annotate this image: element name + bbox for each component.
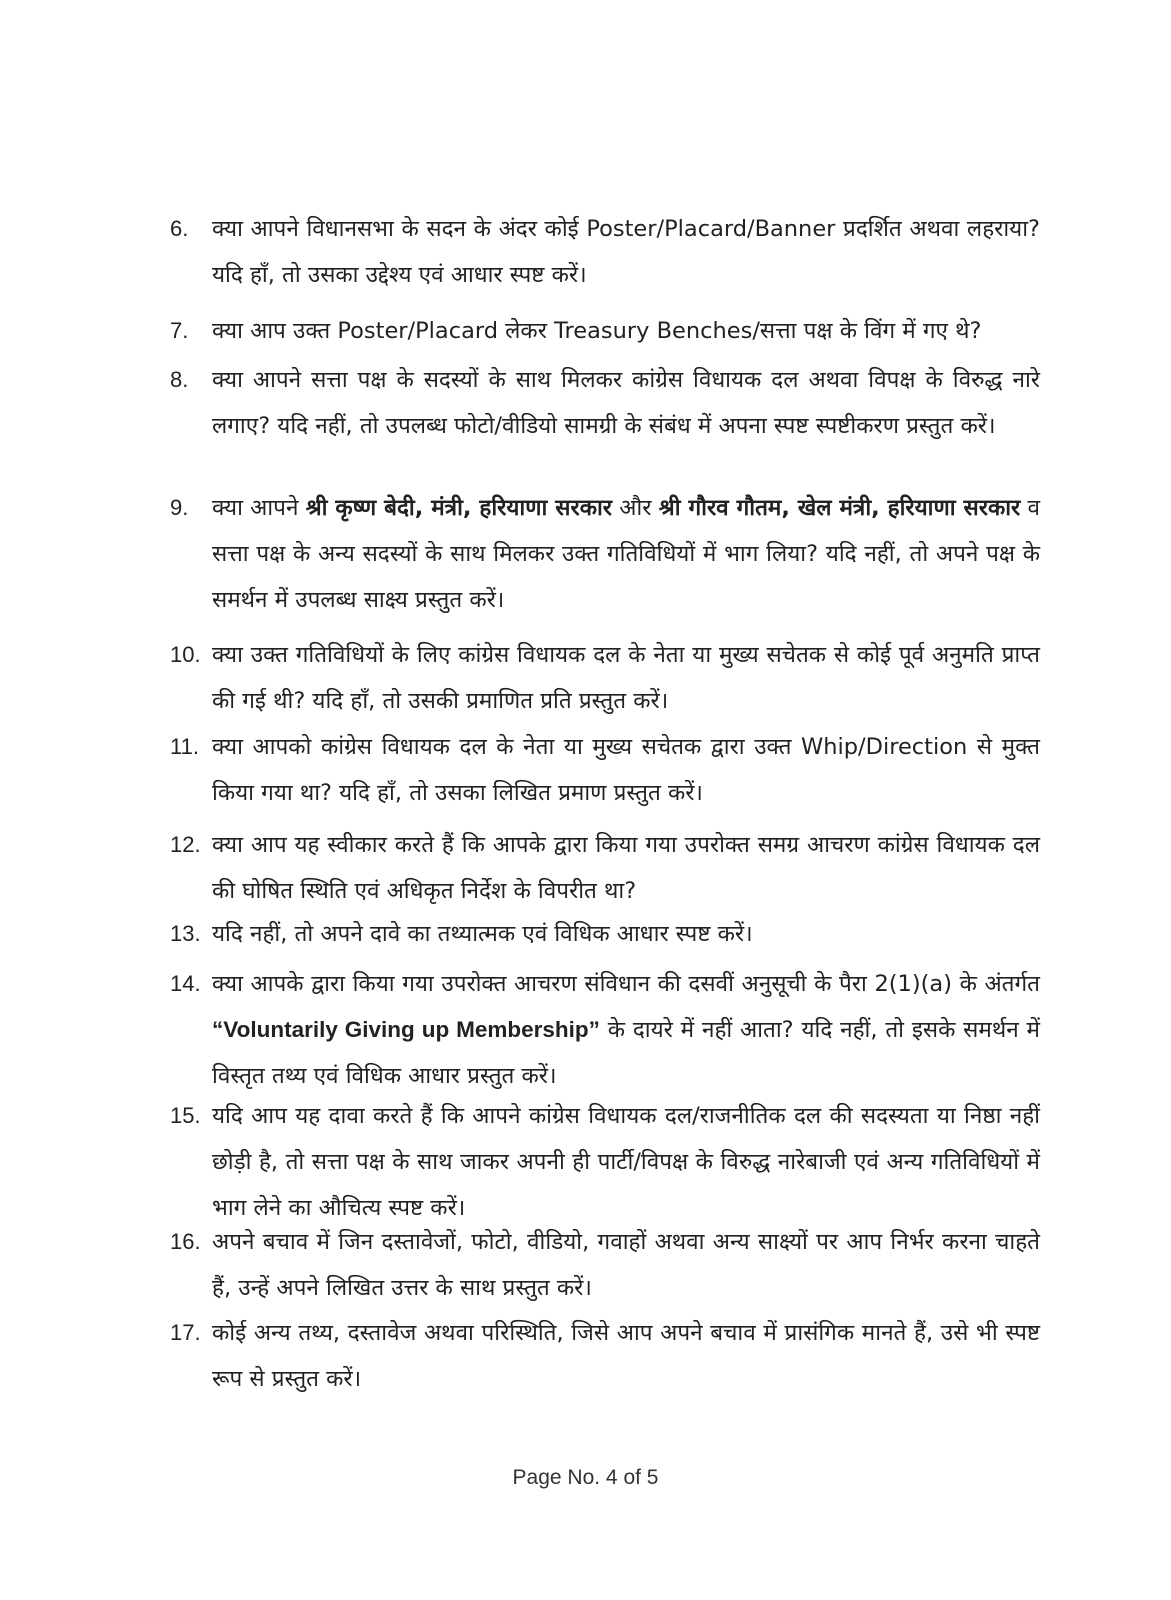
question-8 [170, 357, 1040, 449]
question-text-part: क्या आपके द्वारा किया गया उपरोक्त आचरण संविधान की दसवीं अनुसूची के पैरा 2(1)(a) के अंतर्गत [212, 971, 1040, 997]
question-text-part: क्या आपने [212, 495, 299, 521]
question-text [212, 961, 1040, 1099]
question-13 [170, 911, 1040, 957]
question-text: कोई अन्य तथ्य, दस्तावेज अथवा परिस्थिति, जिसे आप अपने बचाव में प्रासंगिक मानते हैं, उसे भी स्पष्ट रूप से प्रस्तुत करें। [212, 1320, 1040, 1392]
question-text [212, 485, 1040, 623]
question-number: 14. [170, 971, 201, 996]
question-text: क्या आपने विधानसभा के सदन के अंदर कोई Poster/Placard/Banner प्रदर्शित अथवा लहराया? यदि हाँ, तो उसका उद्देश्य एवं आधार स्पष्ट करें। [212, 216, 1040, 288]
question-number: 17. [170, 1320, 201, 1345]
question-number: 11. [170, 734, 199, 759]
question-12 [170, 822, 1040, 914]
question-number: 16. [170, 1229, 201, 1254]
question-number: 8. [170, 367, 189, 392]
question-number: 10. [170, 642, 201, 667]
page-number-footer: Page No. 4 of 5 [512, 1466, 659, 1489]
question-text: क्या आपको कांग्रेस विधायक दल के नेता या मुख्य सचेतक द्वारा उक्त Whip/Direction से मुक्त किया गया था? यदि हाँ, तो उसका लिखित प्रमाण प्रस्तुत करें। [212, 734, 1040, 806]
question-text: यदि नहीं, तो अपने दावे का तथ्यात्मक एवं विधिक आधार स्पष्ट करें। [212, 921, 753, 947]
question-text-part: और [619, 495, 652, 521]
question-text: यदि आप यह दावा करते हैं कि आपने कांग्रेस विधायक दल/राजनीतिक दल की सदस्यता या निष्ठा नहीं छोड़ी है, तो सत्ता पक्ष के साथ जाकर अपनी ही पार्टी/विपक्ष के विरुद्ध नारेबाजी एवं अन्य गतिविधियों में भाग लेने का औचित्य स्पष्ट करें। [212, 1103, 1040, 1221]
question-10 [170, 632, 1040, 724]
question-15 [170, 1093, 1040, 1231]
question-17 [170, 1310, 1040, 1402]
question-16 [170, 1219, 1040, 1311]
minister-name-1: श्री कृष्ण बेदी, मंत्री, हरियाणा सरकार [305, 495, 613, 521]
question-number: 7. [170, 318, 189, 343]
question-text: अपने बचाव में जिन दस्तावेजों, फोटो, वीडियो, गवाहों अथवा अन्य साक्ष्यों पर आप निर्भर करना चाहते हैं, उन्हें अपने लिखित उत्तर के साथ प्रस्तुत करें। [212, 1229, 1040, 1301]
question-number: 13. [170, 921, 201, 946]
question-9 [170, 485, 1040, 623]
legal-phrase: “Voluntarily Giving up Membership” [212, 1017, 600, 1042]
question-11 [170, 724, 1040, 816]
question-6 [170, 206, 1040, 298]
question-text-part: व सत्ता पक्ष के अन्य सदस्यों के साथ मिलकर उक्त गतिविधियों में भाग लिया? यदि नहीं, तो अपने पक्ष के समर्थन में उपलब्ध साक्ष्य प्रस्तुत करें। [212, 495, 1041, 613]
question-number: 9. [170, 495, 189, 520]
question-text: क्या आप यह स्वीकार करते हैं कि आपके द्वारा किया गया उपरोक्त समग्र आचरण कांग्रेस विधायक दल की घोषित स्थिति एवं अधिकृत निर्देश के विपरीत था? [212, 832, 1040, 904]
minister-name-2: श्री गौरव गौतम, खेल मंत्री, हरियाणा सरकार [658, 495, 1021, 521]
question-14 [170, 961, 1040, 1099]
question-text-part: के दायरे में नहीं आता? यदि नहीं, तो इसके समर्थन में विस्तृत तथ्य एवं विधिक आधार प्रस्तुत करें। [212, 1017, 1040, 1089]
question-number: 6. [170, 216, 189, 241]
question-text: क्या आप उक्त Poster/Placard लेकर Treasury Benches/सत्ता पक्ष के विंग में गए थे? [212, 318, 982, 344]
question-text: क्या आपने सत्ता पक्ष के सदस्यों के साथ मिलकर कांग्रेस विधायक दल अथवा विपक्ष के विरुद्ध नारे लगाए? यदि नहीं, तो उपलब्ध फोटो/वीडियो सामग्री के संबंध में अपना स्पष्ट स्पष्टीकरण प्रस्तुत करें। [212, 367, 1040, 439]
question-7 [170, 308, 1040, 354]
question-number: 12. [170, 832, 201, 857]
question-number: 15. [170, 1103, 201, 1128]
question-text: क्या उक्त गतिविधियों के लिए कांग्रेस विधायक दल के नेता या मुख्य सचेतक से कोई पूर्व अनुमति प्राप्त की गई थी? यदि हाँ, तो उसकी प्रमाणित प्रति प्रस्तुत करें। [212, 642, 1040, 714]
